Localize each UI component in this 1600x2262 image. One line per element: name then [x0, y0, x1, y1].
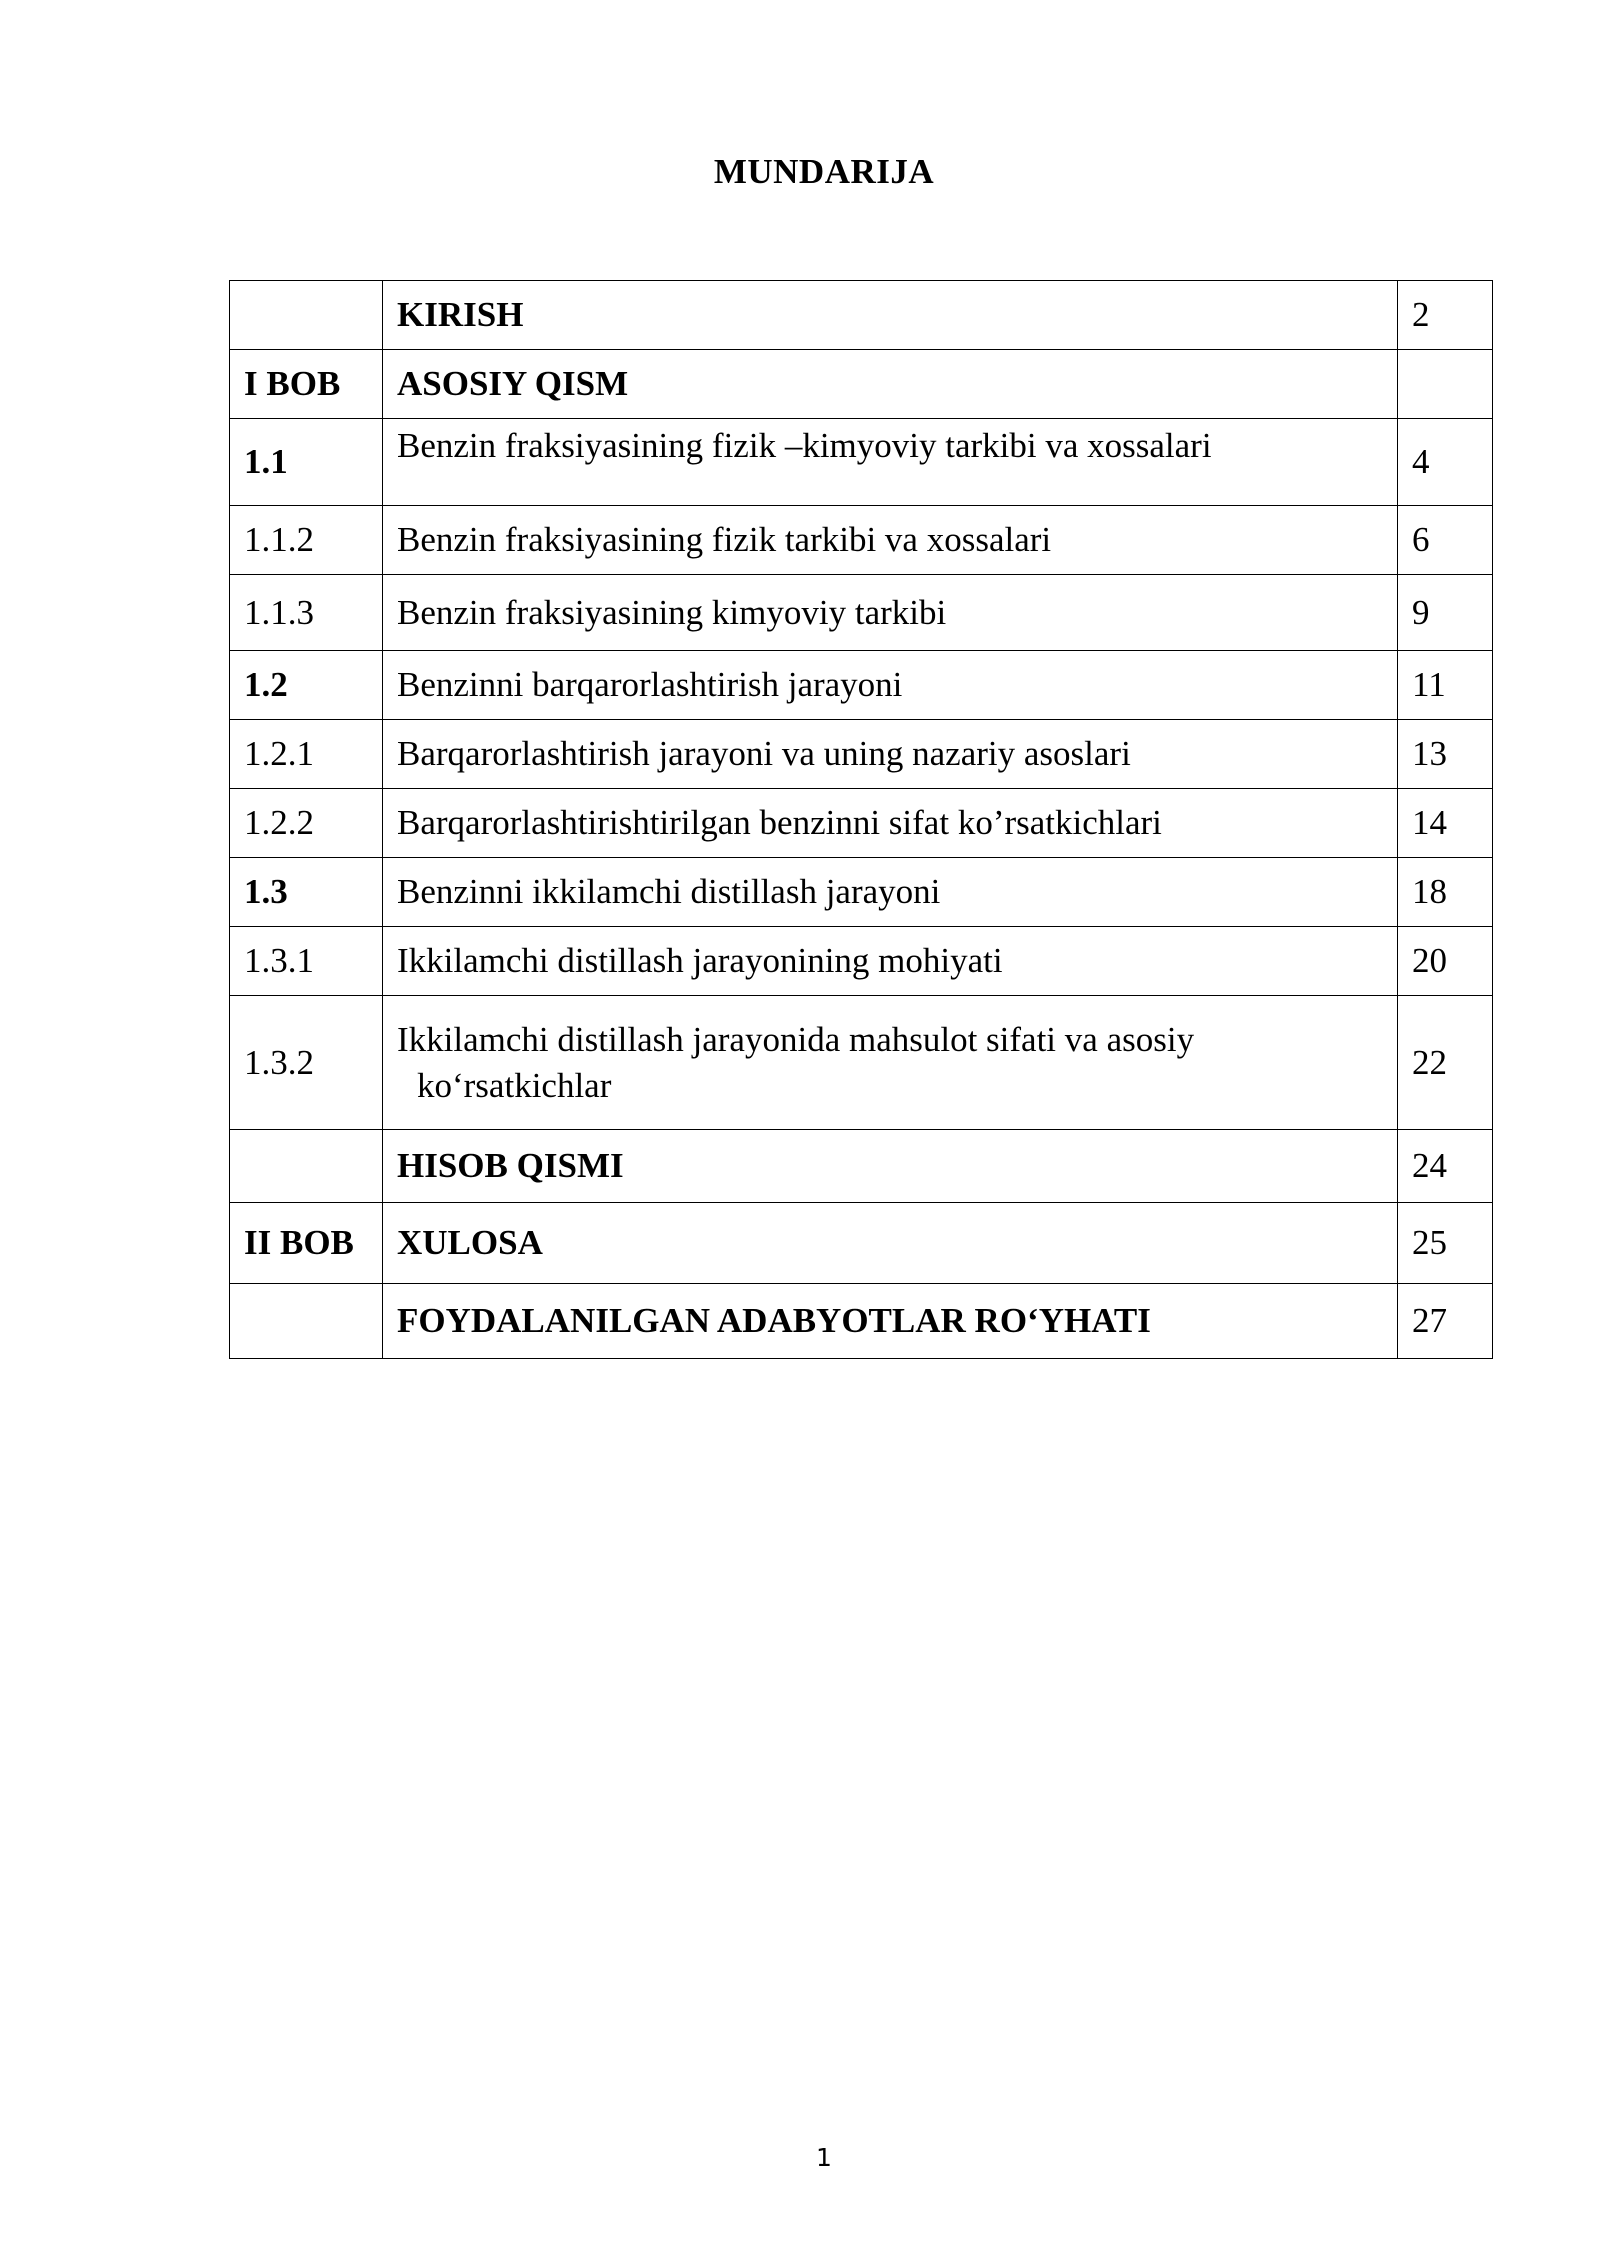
toc-row: [230, 575, 1493, 651]
toc-section-title: [383, 996, 1398, 1130]
toc-page-number: 9: [1398, 575, 1493, 651]
toc-section-title: Barqarorlashtirish jarayoni va uning nazariy asoslari: [383, 720, 1398, 789]
toc-section-title: Barqarorlashtirishtirilgan benzinni sifat ko’rsatkichlari: [383, 789, 1398, 858]
page-number: 1: [816, 2143, 832, 2172]
toc-row: [230, 1284, 1493, 1359]
toc-page-number: 18: [1398, 858, 1493, 927]
toc-row: [230, 720, 1493, 789]
toc-page-number: 14: [1398, 789, 1493, 858]
toc-section-number: 1.1.2: [230, 506, 383, 575]
toc-page-number: 27: [1398, 1284, 1493, 1359]
toc-section-title-line1: Ikkilamchi distillash jarayonida mahsulot sifati va asosiy: [397, 1020, 1195, 1059]
toc-page-number: 13: [1398, 720, 1493, 789]
toc-section-title-line2: ko‘rsatkichlar: [417, 1065, 612, 1105]
toc-section-title: HISOB QISMI: [383, 1130, 1398, 1203]
toc-section-number: 1.2: [230, 651, 383, 720]
toc-section-title: ASOSIY QISM: [383, 350, 1398, 419]
toc-page-number: 25: [1398, 1203, 1493, 1284]
toc-row: [230, 996, 1493, 1130]
toc-row: [230, 927, 1493, 996]
table-of-contents: [229, 280, 1493, 1359]
toc-page-number: 6: [1398, 506, 1493, 575]
toc-section-number: II BOB: [230, 1203, 383, 1284]
toc-page-number: 11: [1398, 651, 1493, 720]
toc-page-number: 24: [1398, 1130, 1493, 1203]
toc-section-number: [230, 1130, 383, 1203]
toc-row: [230, 789, 1493, 858]
toc-row: [230, 350, 1493, 419]
toc-section-number: I BOB: [230, 350, 383, 419]
toc-row: [230, 419, 1493, 506]
toc-row: [230, 651, 1493, 720]
toc-section-number: [230, 281, 383, 350]
toc-section-title: Benzinni ikkilamchi distillash jarayoni: [383, 858, 1398, 927]
toc-section-number: 1.1: [230, 419, 383, 506]
toc-page-number: 20: [1398, 927, 1493, 996]
toc-section-number: 1.3.2: [230, 996, 383, 1130]
toc-row: [230, 281, 1493, 350]
toc-section-number: 1.3.1: [230, 927, 383, 996]
toc-row: [230, 858, 1493, 927]
toc-section-title: XULOSA: [383, 1203, 1398, 1284]
toc-section-title: Benzin fraksiyasining kimyoviy tarkibi: [383, 575, 1398, 651]
toc-page-number: [1398, 350, 1493, 419]
toc-page-number: 4: [1398, 419, 1493, 506]
toc-section-title: KIRISH: [383, 281, 1398, 350]
toc-row: [230, 1130, 1493, 1203]
toc-row: [230, 506, 1493, 575]
page-title: MUNDARIJA: [713, 152, 935, 191]
toc-section-title: Benzin fraksiyasining fizik tarkibi va xossalari: [383, 506, 1398, 575]
toc-section-title: Ikkilamchi distillash jarayonining mohiyati: [383, 927, 1398, 996]
toc-section-number: 1.1.3: [230, 575, 383, 651]
toc-section-title: Benzin fraksiyasining fizik –kimyoviy tarkibi va xossalari: [383, 419, 1398, 506]
toc-section-number: 1.3: [230, 858, 383, 927]
toc-section-title: FOYDALANILGAN ADABYOTLAR RO‘YHATI: [383, 1284, 1398, 1359]
toc-section-number: 1.2.1: [230, 720, 383, 789]
toc-page-number: 22: [1398, 996, 1493, 1130]
toc-page-number: 2: [1398, 281, 1493, 350]
toc-section-number: 1.2.2: [230, 789, 383, 858]
toc-row: [230, 1203, 1493, 1284]
toc-section-number: [230, 1284, 383, 1359]
toc-section-title: Benzinni barqarorlashtirish jarayoni: [383, 651, 1398, 720]
